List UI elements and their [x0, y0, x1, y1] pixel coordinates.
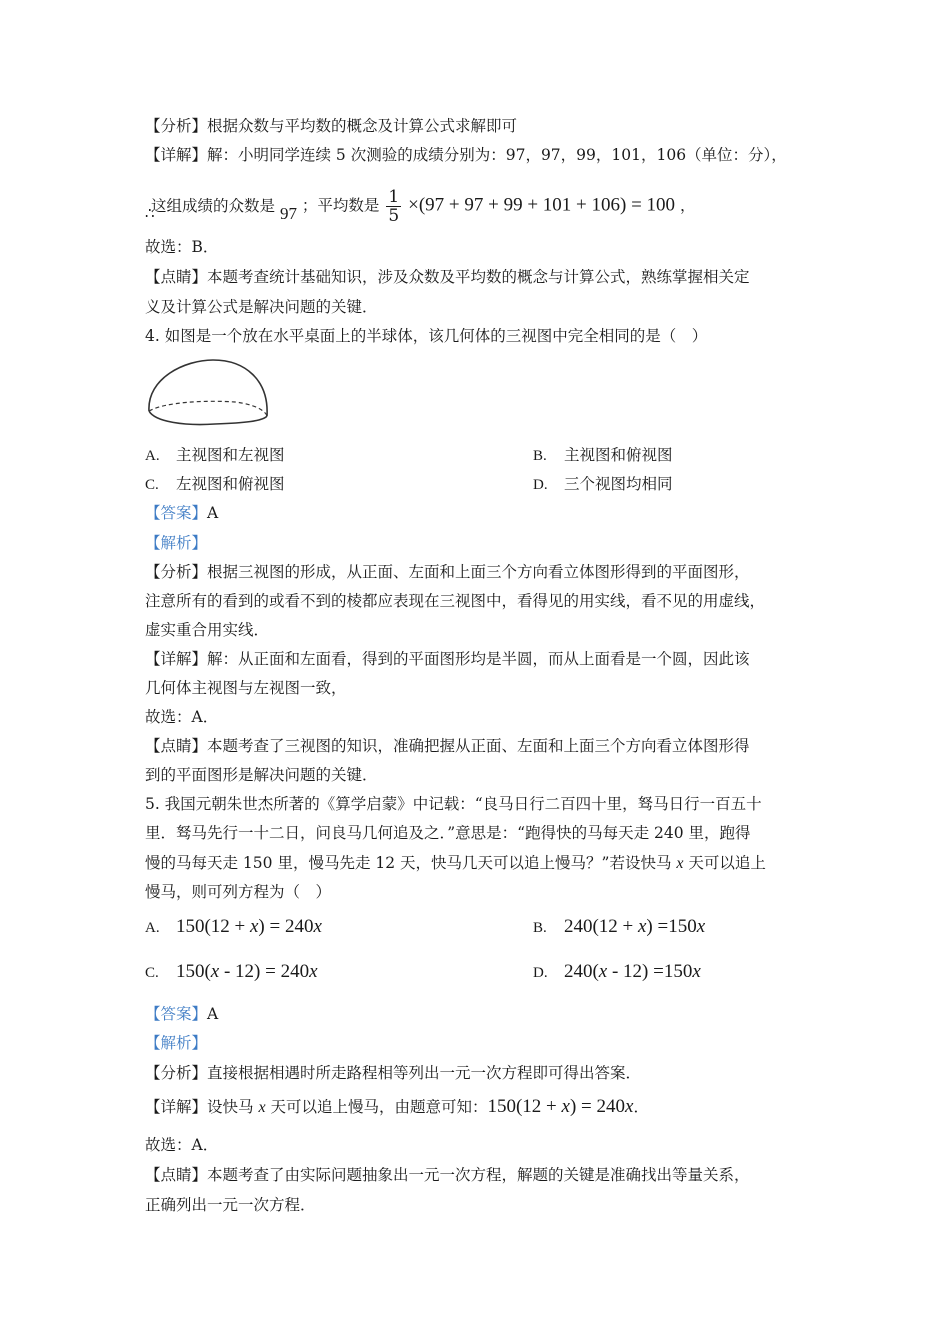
q4-option-a-label: A. — [145, 448, 160, 464]
q5-analysis: 【分析】直接根据相遇时所走路程相等列出一元一次方程即可得出答案． — [145, 1064, 642, 1082]
q3-mean-expression: ×(97 + 97 + 99 + 101 + 106) = 100 — [408, 194, 676, 216]
q4-answer-value: A — [207, 504, 219, 522]
hemisphere-base-hidden — [149, 401, 267, 416]
q4-option-a[interactable] — [145, 445, 284, 466]
q5-option-c-label: C. — [145, 965, 159, 981]
q5-option-d-part2: - 12) =150 — [607, 961, 693, 982]
q5-stem-line3-a: 慢的马每天走 150 里，慢马先走 12 天，快马几天可以追上慢马？”若设快马 — [145, 854, 677, 872]
q5-option-b-part2: ) =150 — [646, 916, 697, 937]
q3-comment-line2: 义及计算公式是解决问题的关键． — [145, 298, 378, 316]
q4-choose: 故选：A． — [145, 708, 219, 726]
q5-stem-line4: 慢马，则可列方程为（ ） — [145, 883, 332, 901]
q5-option-b-label: B. — [533, 920, 547, 936]
q4-jiexi-tag: 【解析】 — [145, 534, 208, 552]
q4-option-d[interactable] — [533, 474, 672, 495]
hemisphere-outline — [149, 360, 267, 416]
q5-option-d-label: D. — [533, 965, 548, 981]
q5-detail — [145, 1097, 649, 1118]
q4-option-c-label: C. — [145, 477, 159, 493]
q5-detail-eq-var: x — [561, 1096, 570, 1117]
q4-analysis-line1: 【分析】根据三视图的形成，从正面、左面和上面三个方向看立体图形得到的平面图形， — [145, 563, 750, 581]
q5-option-d[interactable] — [533, 962, 701, 983]
q5-option-c-var: x — [210, 961, 220, 982]
q5-option-a-equation — [176, 916, 322, 937]
q5-stem-line2: 里．驽马先行一十二日，问良马几何追及之．”意思是：“跑得快的马每天走 240 里，跑得 — [145, 824, 751, 842]
q4-detail-line2: 几何体主视图与左视图一致， — [145, 679, 347, 697]
q5-option-b-var: x — [637, 916, 647, 937]
q5-stem-variable: x — [676, 855, 684, 872]
hemisphere-figure — [145, 358, 270, 426]
q4-comment-line1: 【点睛】本题考查了三视图的知识，准确把握从正面、左面和上面三个方向看立体图形得 — [145, 737, 750, 755]
q5-detail-equation — [487, 1096, 633, 1117]
q5-jiexi-tag: 【解析】 — [145, 1034, 208, 1052]
q3-detail-line1: 【详解】解：小明同学连续 5 次测验的成绩分别为：97，97，99，101，106（单位：分）， — [145, 146, 787, 164]
q4-option-d-text: 三个视图均相同 — [563, 475, 673, 493]
q5-option-a-label: A. — [145, 920, 160, 936]
q5-detail-b: 天可以追上慢马，由题意可知： — [265, 1098, 488, 1116]
q4-stem: 4. 如图是一个放在水平桌面上的半球体，该几何体的三视图中完全相同的是（ ） — [145, 327, 708, 345]
q4-option-a-text: 主视图和左视图 — [175, 446, 285, 464]
q5-comment-line1: 【点睛】本题考查了由实际问题抽象出一元一次方程，解题的关键是准确找出等量关系， — [145, 1166, 750, 1184]
q4-analysis-line2: 注意所有的看到的或看不到的棱都应表现在三视图中，看得见的用实线，看不见的用虚线， — [145, 592, 766, 610]
hemisphere-base-front — [149, 411, 267, 424]
q5-comment-line2: 正确列出一元一次方程． — [145, 1196, 316, 1214]
q5-option-b-equation — [564, 916, 705, 937]
q5-option-c-part1: 150( — [175, 961, 211, 982]
q5-detail-variable: x — [258, 1099, 266, 1116]
q4-option-b[interactable] — [533, 445, 672, 466]
q3-comment-line1: 【点睛】本题考查统计基础知识，涉及众数及平均数的概念与计算公式，熟练掌握相关定 — [145, 268, 750, 286]
q5-detail-a: 【详解】设快马 — [145, 1098, 259, 1116]
q5-option-c-equation — [176, 961, 318, 982]
q3-mode-value: 97 — [279, 203, 297, 223]
q3-therefore-symbol: ∴ — [145, 204, 155, 222]
q4-answer-tag: 【答案】 — [145, 504, 208, 522]
q4-option-b-label: B. — [533, 448, 547, 464]
q5-option-a-part1: 150(12 + — [175, 916, 250, 937]
q5-detail-end: ． — [633, 1098, 649, 1116]
q5-option-b[interactable] — [533, 917, 705, 938]
q5-choose: 故选：A． — [145, 1136, 219, 1154]
q4-option-c[interactable] — [145, 474, 284, 495]
q5-option-a-part2: ) = 240 — [258, 916, 314, 937]
q4-answer — [145, 503, 218, 523]
q5-detail-eq-part1: 150(12 + — [487, 1096, 562, 1117]
q3-fraction — [386, 188, 401, 225]
q5-answer-tag: 【答案】 — [145, 1005, 208, 1023]
q5-option-d-var2: x — [692, 961, 701, 982]
q3-mode-mean-line — [145, 188, 696, 225]
q3-fraction-numerator: 1 — [388, 187, 400, 207]
q5-answer — [145, 1004, 218, 1024]
q3-mode-text: 这组成绩的众数是 — [151, 196, 276, 215]
q3-analysis: 【分析】根据众数与平均数的概念及计算公式求解即可 — [145, 117, 518, 135]
q5-option-a-var: x — [249, 916, 259, 937]
q3-mean-tail: ， — [680, 196, 696, 215]
q5-option-d-equation — [564, 961, 701, 982]
q5-option-b-part1: 240(12 + — [563, 916, 638, 937]
q5-detail-eq-var2: x — [625, 1096, 634, 1117]
q3-mean-text: ；平均数是 — [301, 196, 380, 215]
q5-stem-line3 — [145, 853, 766, 874]
q3-fraction-denominator: 5 — [388, 206, 400, 226]
q5-option-c-part2: - 12) = 240 — [219, 961, 310, 982]
q4-option-d-label: D. — [533, 477, 548, 493]
q5-option-d-part1: 240( — [563, 961, 599, 982]
q5-option-c-var2: x — [309, 961, 318, 982]
q5-stem-line3-b: 天可以追上 — [683, 854, 766, 872]
q5-stem-line1: 5. 我国元朝朱世杰所著的《算学启蒙》中记载：“良马日行二百四十里，驽马日行一百五十 — [145, 795, 762, 813]
q4-option-c-text: 左视图和俯视图 — [175, 475, 285, 493]
q4-comment-line2: 到的平面图形是解决问题的关键． — [145, 766, 378, 784]
q4-analysis-line3: 虚实重合用实线． — [145, 621, 270, 639]
q5-option-d-var: x — [598, 961, 608, 982]
q5-option-b-var2: x — [696, 916, 706, 937]
q5-answer-value: A — [207, 1005, 219, 1023]
q4-detail-line1: 【详解】解：从正面和左面看，得到的平面图形均是半圆，而从上面看是一个圆，因此该 — [145, 650, 750, 668]
q5-option-c[interactable] — [145, 962, 318, 983]
q5-detail-eq-part2: ) = 240 — [569, 1096, 626, 1117]
q5-option-a[interactable] — [145, 917, 322, 938]
q5-option-a-var2: x — [313, 916, 322, 937]
q4-option-b-text: 主视图和俯视图 — [563, 446, 673, 464]
q3-choose: 故选：B． — [145, 238, 219, 256]
